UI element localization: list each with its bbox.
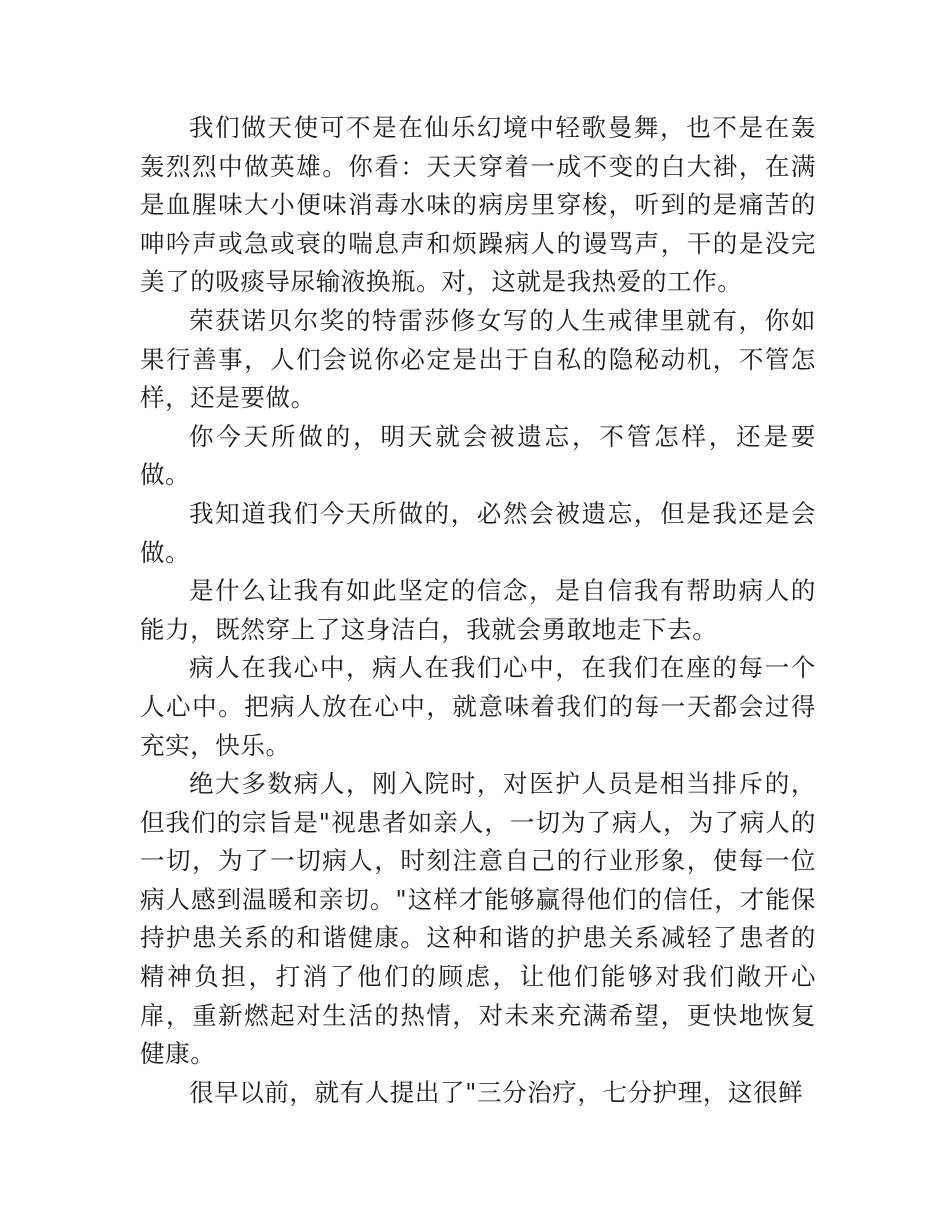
paragraph-firm-belief: 是什么让我有如此坚定的信念，是自信我有帮助病人的能力，既然穿上了这身洁白，我就会勇敢地走下去。 [140, 576, 816, 644]
paragraph-patients-in-heart: 病人在我心中，病人在我们心中，在我们在座的每一个人心中。把病人放在心中，就意味着我们的每一天都会过得充实，快乐。 [140, 653, 816, 760]
paragraph-three-parts-treatment: 很早以前，就有人提出了"三分治疗，七分护理，这很鲜 [189, 1077, 804, 1107]
paragraph-teresa-rules: 荣获诺贝尔奖的特雷莎修女写的人生戒律里就有，你如果行善事，人们会说你必定是出于自私的隐秘动机，不管怎样，还是要做。 [140, 305, 816, 413]
paragraph-nurse-patient-relations: 绝大多数病人，刚入院时，对医护人员是相当排斥的，但我们的宗旨是"视患者如亲人，一切为了病人，为了病人的一切，为了一切病人，时刻注意自己的行业形象，使每一位病人感到温暖和亲切。"这样才能够赢得他们的信任，才能保持护患关系的和谐健康。这种和谐的护患关系减轻了患者的精神负担，打消了他们的顾虑，让他们能够对我们敞开心扉，重新燃起对生活的热情，对未来充满希望，更快地恢复健康。 [140, 769, 816, 1069]
paragraph-still-do: 我知道我们今天所做的，必然会被遗忘，但是我还是会做。 [140, 498, 816, 567]
paragraph-forgotten-tomorrow: 你今天所做的，明天就会被遗忘，不管怎样，还是要做。 [140, 421, 816, 490]
paragraph-angel-work: 我们做天使可不是在仙乐幻境中轻歌曼舞，也不是在轰轰烈烈中做英雄。你看：天天穿着一成不变的白大褂，在满是血腥味大小便味消毒水味的病房里穿梭，听到的是痛苦的呻吟声或急或衰的喘息声和烦躁病人的谩骂声，干的是没完美了的吸痰导尿输液换瓶。对，这就是我热爱的工作。 [140, 113, 816, 297]
document-page [140, 109, 816, 1112]
